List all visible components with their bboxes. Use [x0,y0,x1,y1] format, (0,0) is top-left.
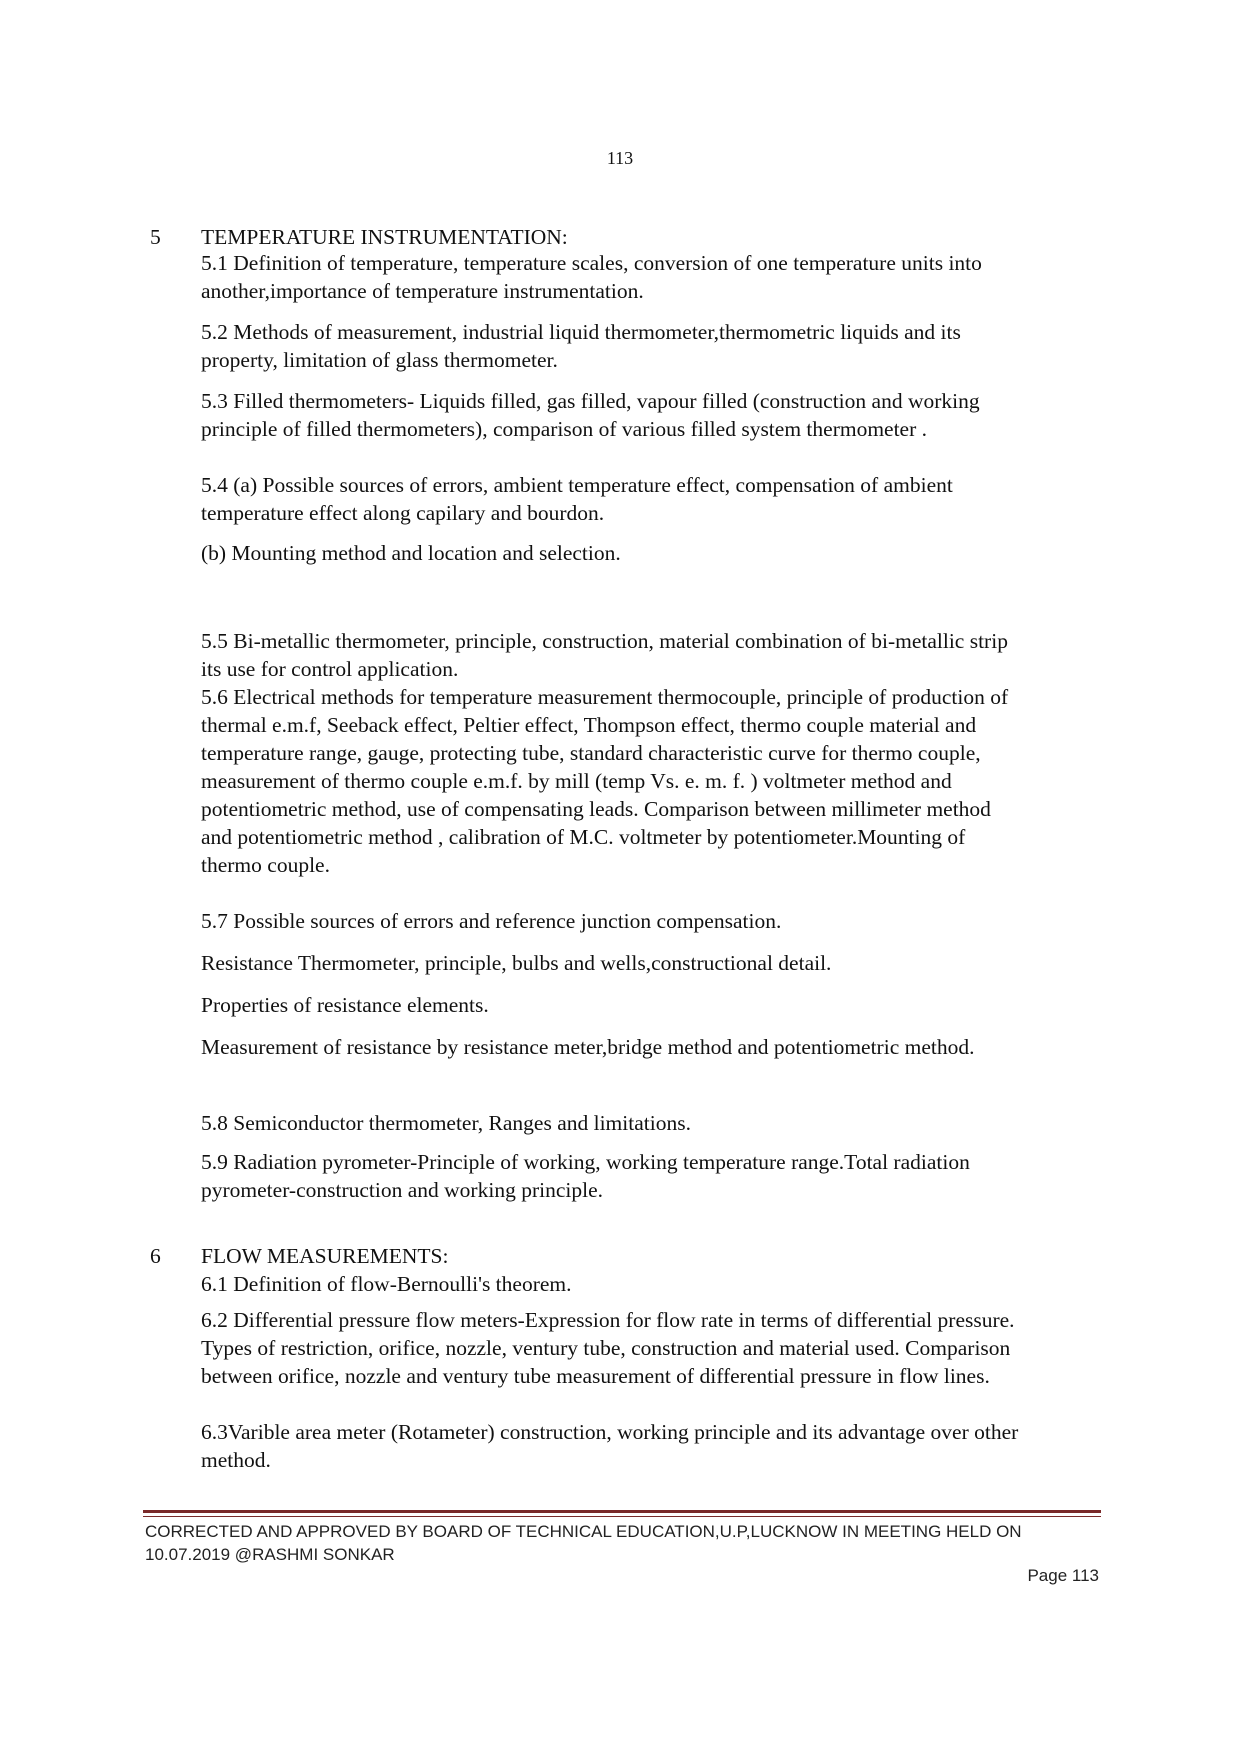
paragraph: 5.2 Methods of measurement, industrial liquid thermometer,thermometric liquids and its property, limitation of glass thermometer. [201,320,961,372]
paragraph: Resistance Thermometer, principle, bulbs and wells,constructional detail. [201,951,832,975]
footer-divider-thin [143,1516,1101,1517]
paragraph: 5.5 Bi-metallic thermometer, principle, construction, material combination of bi-metallic strip its use for control application. [201,629,1008,681]
paragraph: 6.3Varible area meter (Rotameter) construction, working principle and its advantage over other method. [201,1420,1019,1472]
paragraph: 5.1 Definition of temperature, temperature scales, conversion of one temperature units into another,importance of temperature instrumentation. [201,251,982,303]
footer-line-2: 10.07.2019 @RASHMI SONKAR [145,1545,395,1564]
section-5-item-5-4b [201,539,1021,567]
section-5-item-5-9 [201,1148,1021,1204]
paragraph: (b) Mounting method and location and selection. [201,541,621,565]
section-6-item-6-2 [201,1306,1021,1390]
section-5-item-5-1 [201,249,1021,305]
section-5-resistance-thermometer [201,949,1021,977]
paragraph: 5.6 Electrical methods for temperature measurement thermocouple, principle of production of thermal e.m.f, Seeback effect, Peltier effect, Thompson effect, thermo couple material and temperature range, gauge, protecting tube, standard characteristic curve for thermo couple, measurement of thermo couple e.m.f. by mill (temp Vs. e. m. f. ) voltmeter method and potentiometric method, use of compensating leads. Comparison between millimeter method and potentiometric method , calibration of M.C. voltmeter by potentiometer.Mounting of thermo couple. [201,685,1009,877]
section-5-item-5-8 [201,1109,1021,1137]
section-title: FLOW MEASUREMENTS: [201,1244,449,1268]
section-5-item-5-2 [201,318,1021,374]
section-5-item-5-3 [201,387,1021,443]
section-5-item-5-5 [201,627,1021,683]
section-6-item-6-1 [201,1270,1021,1298]
footer-line-1: CORRECTED AND APPROVED BY BOARD OF TECHNICAL EDUCATION,U.P,LUCKNOW IN MEETING HELD ON [145,1522,1022,1541]
paragraph: 5.8 Semiconductor thermometer, Ranges and limitations. [201,1111,691,1135]
paragraph: 6.1 Definition of flow-Bernoulli's theorem. [201,1272,572,1296]
section-5-resistance-measurement [201,1033,1021,1061]
paragraph: Measurement of resistance by resistance meter,bridge method and potentiometric method. [201,1035,975,1059]
section-number: 5 [150,225,161,249]
section-number: 6 [150,1244,161,1268]
section-6-item-6-3 [201,1418,1021,1474]
paragraph: 5.9 Radiation pyrometer-Principle of working, working temperature range.Total radiation pyrometer-construction and working principle. [201,1150,970,1202]
section-5-item-5-7 [201,907,1021,935]
section-5-item-5-4a [201,471,1021,527]
section-title: TEMPERATURE INSTRUMENTATION: [201,225,568,249]
footer-page-number: Page 113 [1027,1566,1099,1585]
paragraph: Properties of resistance elements. [201,993,489,1017]
page-number-top: 113 [606,148,634,168]
section-5-item-5-6 [201,683,1021,879]
footer-approval-note [145,1520,1105,1566]
section-5-resistance-properties [201,991,1021,1019]
paragraph: 5.4 (a) Possible sources of errors, ambient temperature effect, compensation of ambient temperature effect along capilary and bourdon. [201,473,953,525]
paragraph: 5.7 Possible sources of errors and reference junction compensation. [201,909,782,933]
footer-divider [143,1510,1101,1513]
paragraph: 6.2 Differential pressure flow meters-Expression for flow rate in terms of differential pressure. Types of restriction, orifice, nozzle, ventury tube, construction and material used. Comparison between orifice, nozzle and ventury tube measurement of differential pressure in flow lines. [201,1308,1015,1388]
paragraph: 5.3 Filled thermometers- Liquids filled, gas filled, vapour filled (construction and working principle of filled thermometers), comparison of various filled system thermometer . [201,389,980,441]
